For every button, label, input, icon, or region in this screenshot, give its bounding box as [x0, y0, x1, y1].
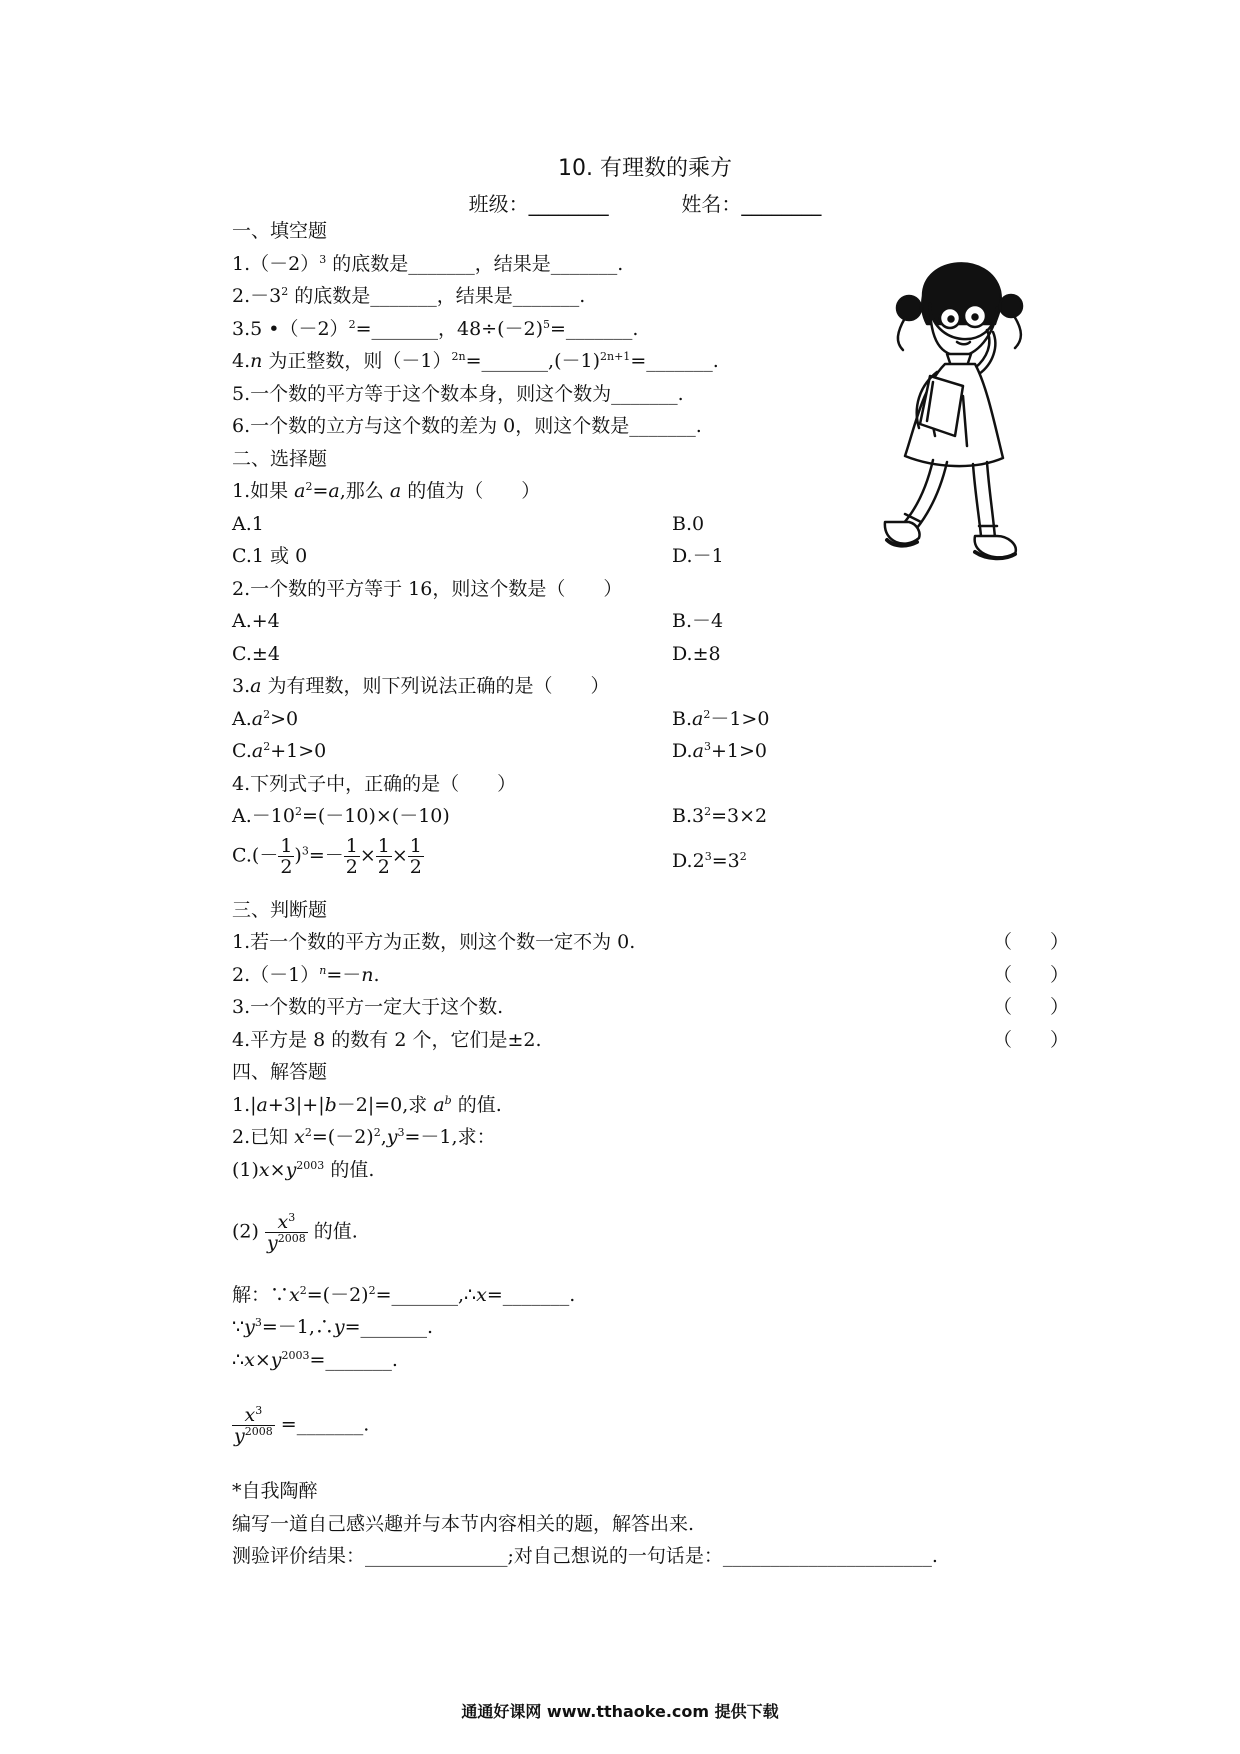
class-blank: ________ — [528, 192, 609, 216]
judge-q2-paren: （ ） — [993, 964, 1070, 986]
judge-q3-paren: （ ） — [993, 996, 1070, 1018]
fill-q2: $2.-3^2$ 的底数是_______，结果是_______. — [232, 285, 586, 307]
solve-q2-part1: $(1)x\times y^{2003}$ 的值. — [232, 1159, 375, 1181]
self-line1: 编写一道自己感兴趣并与本节内容相关的题，解答出来. — [232, 1513, 695, 1535]
choice-q1-option-a: A.1 — [232, 513, 264, 535]
name-blank: ________ — [741, 192, 822, 216]
solution-line2: $\because y^3=-1,\therefore y=\_\_\_\_\_\_\_$. — [232, 1316, 434, 1338]
section-solve-heading: 四、解答题 — [232, 1061, 328, 1083]
self-title: *自我陶醉 — [232, 1480, 318, 1502]
choice-q4: 4.下列式子中，正确的是（ ） — [232, 773, 517, 795]
choice-q1-option-b: B.0 — [672, 513, 705, 535]
choice-q3-option-b: $B.a^2-1>0$ — [672, 708, 770, 730]
choice-q3-option-c: $C.a^2+1>0$ — [232, 740, 327, 762]
choice-q2: 2.一个数的平方等于 16，则这个数是（ ） — [232, 578, 623, 600]
section-fill-heading: 一、填空题 — [232, 220, 328, 242]
solution-line1: 解：$\because x^2=(-2)^2=\_\_\_\_\_\_\_,\therefore x=\_\_\_\_\_\_\_$. — [232, 1284, 576, 1306]
section-choice-heading: 二、选择题 — [232, 448, 328, 470]
section-judge-heading: 三、判断题 — [232, 899, 328, 921]
choice-q1-option-d: D.－1 — [672, 545, 724, 567]
solve-q2: 2.已知 $x^2=(-2)^2,y^3=-1$,求： — [232, 1126, 496, 1148]
choice-q3-option-d: $D.a^3+1>0$ — [672, 740, 767, 762]
fill-q3: 3.5 $•(-2)^2=\_\_\_\_\_\_\_$，$48\div(-2)^5=\_\_\_\_\_\_\_$. — [232, 318, 639, 340]
choice-q2-option-c: C.±4 — [232, 643, 280, 665]
solve-q2-part2: (2) $\frac{x^3}{y^{2008}}$ 的值. — [232, 1211, 358, 1254]
choice-q2-option-b: B.－4 — [672, 610, 724, 632]
girl-illustration — [875, 246, 1035, 576]
choice-q4-option-b: $B.3^2=3\times 2$ — [672, 805, 768, 827]
self-line2: 测验评价结果：_______________;对自己想说的一句话是：______________________. — [232, 1545, 938, 1567]
choice-q4-option-c: C.(－ $\frac{1}{2}$ )$^3$=－ $\frac{1}{2}$ × $\frac{1}{2}$ × $\frac{1}{2}$ — [232, 835, 422, 878]
student-info — [0, 188, 1240, 217]
choice-q2-option-d: D.±8 — [672, 643, 721, 665]
footer-credit: 通通好课网 www.tthaoke.com 提供下载 — [461, 1702, 779, 1721]
judge-q4: 4.平方是 8 的数有 2 个，它们是±2. — [232, 1029, 542, 1051]
judge-q1: 1.若一个数的平方为正数，则这个数一定不为 0. — [232, 931, 636, 953]
judge-q1-paren: （ ） — [993, 931, 1070, 953]
fill-q4: 4.n 为正整数，则$(-1)^{2n}=\_\_\_\_\_\_\_,(-1)^{2n+1}=\_\_\_\_\_\_\_$. — [232, 350, 719, 372]
judge-q2: $2.(-1)^n=-n$. — [232, 964, 380, 986]
solution-line3: $\therefore x\times y^{2003}=\_\_\_\_\_\_\_$. — [232, 1349, 398, 1371]
fill-q6: 6.一个数的立方与这个数的差为 0，则这个数是_______. — [232, 415, 702, 437]
name-label: 姓名： — [681, 192, 742, 216]
choice-q4-option-d: $D.2^3=3^2$ — [672, 850, 747, 872]
solution-line4: $\frac{x^3}{y^{2008}}$ =_______. — [234, 1404, 370, 1447]
class-label: 班级： — [468, 192, 529, 216]
choice-q3-option-a: $A.a^2>0$ — [232, 708, 299, 730]
judge-q3: 3.一个数的平方一定大于这个数. — [232, 996, 504, 1018]
choice-q4-option-a: $A.-10^2=(-10)\times(-10)$ — [232, 805, 450, 827]
page-title: 10. 有理数的乘方 — [558, 156, 732, 181]
choice-q2-option-a: A.+4 — [232, 610, 280, 632]
fill-q1: $1.(-2)^3$ 的底数是_______，结果是_______. — [232, 253, 624, 275]
fill-q5: 5.一个数的平方等于这个数本身，则这个数为_______. — [232, 383, 684, 405]
choice-q1: 1.如果 $a^2=a$,那么 a 的值为（ ） — [232, 480, 541, 502]
solve-q1: 1.|a+3|+|b－2|=0,求 $a^b$ 的值. — [232, 1094, 502, 1116]
choice-q3: 3.a 为有理数，则下列说法正确的是（ ） — [232, 675, 610, 697]
judge-q4-paren: （ ） — [993, 1029, 1070, 1051]
choice-q1-option-c: C.1 或 0 — [232, 545, 308, 567]
